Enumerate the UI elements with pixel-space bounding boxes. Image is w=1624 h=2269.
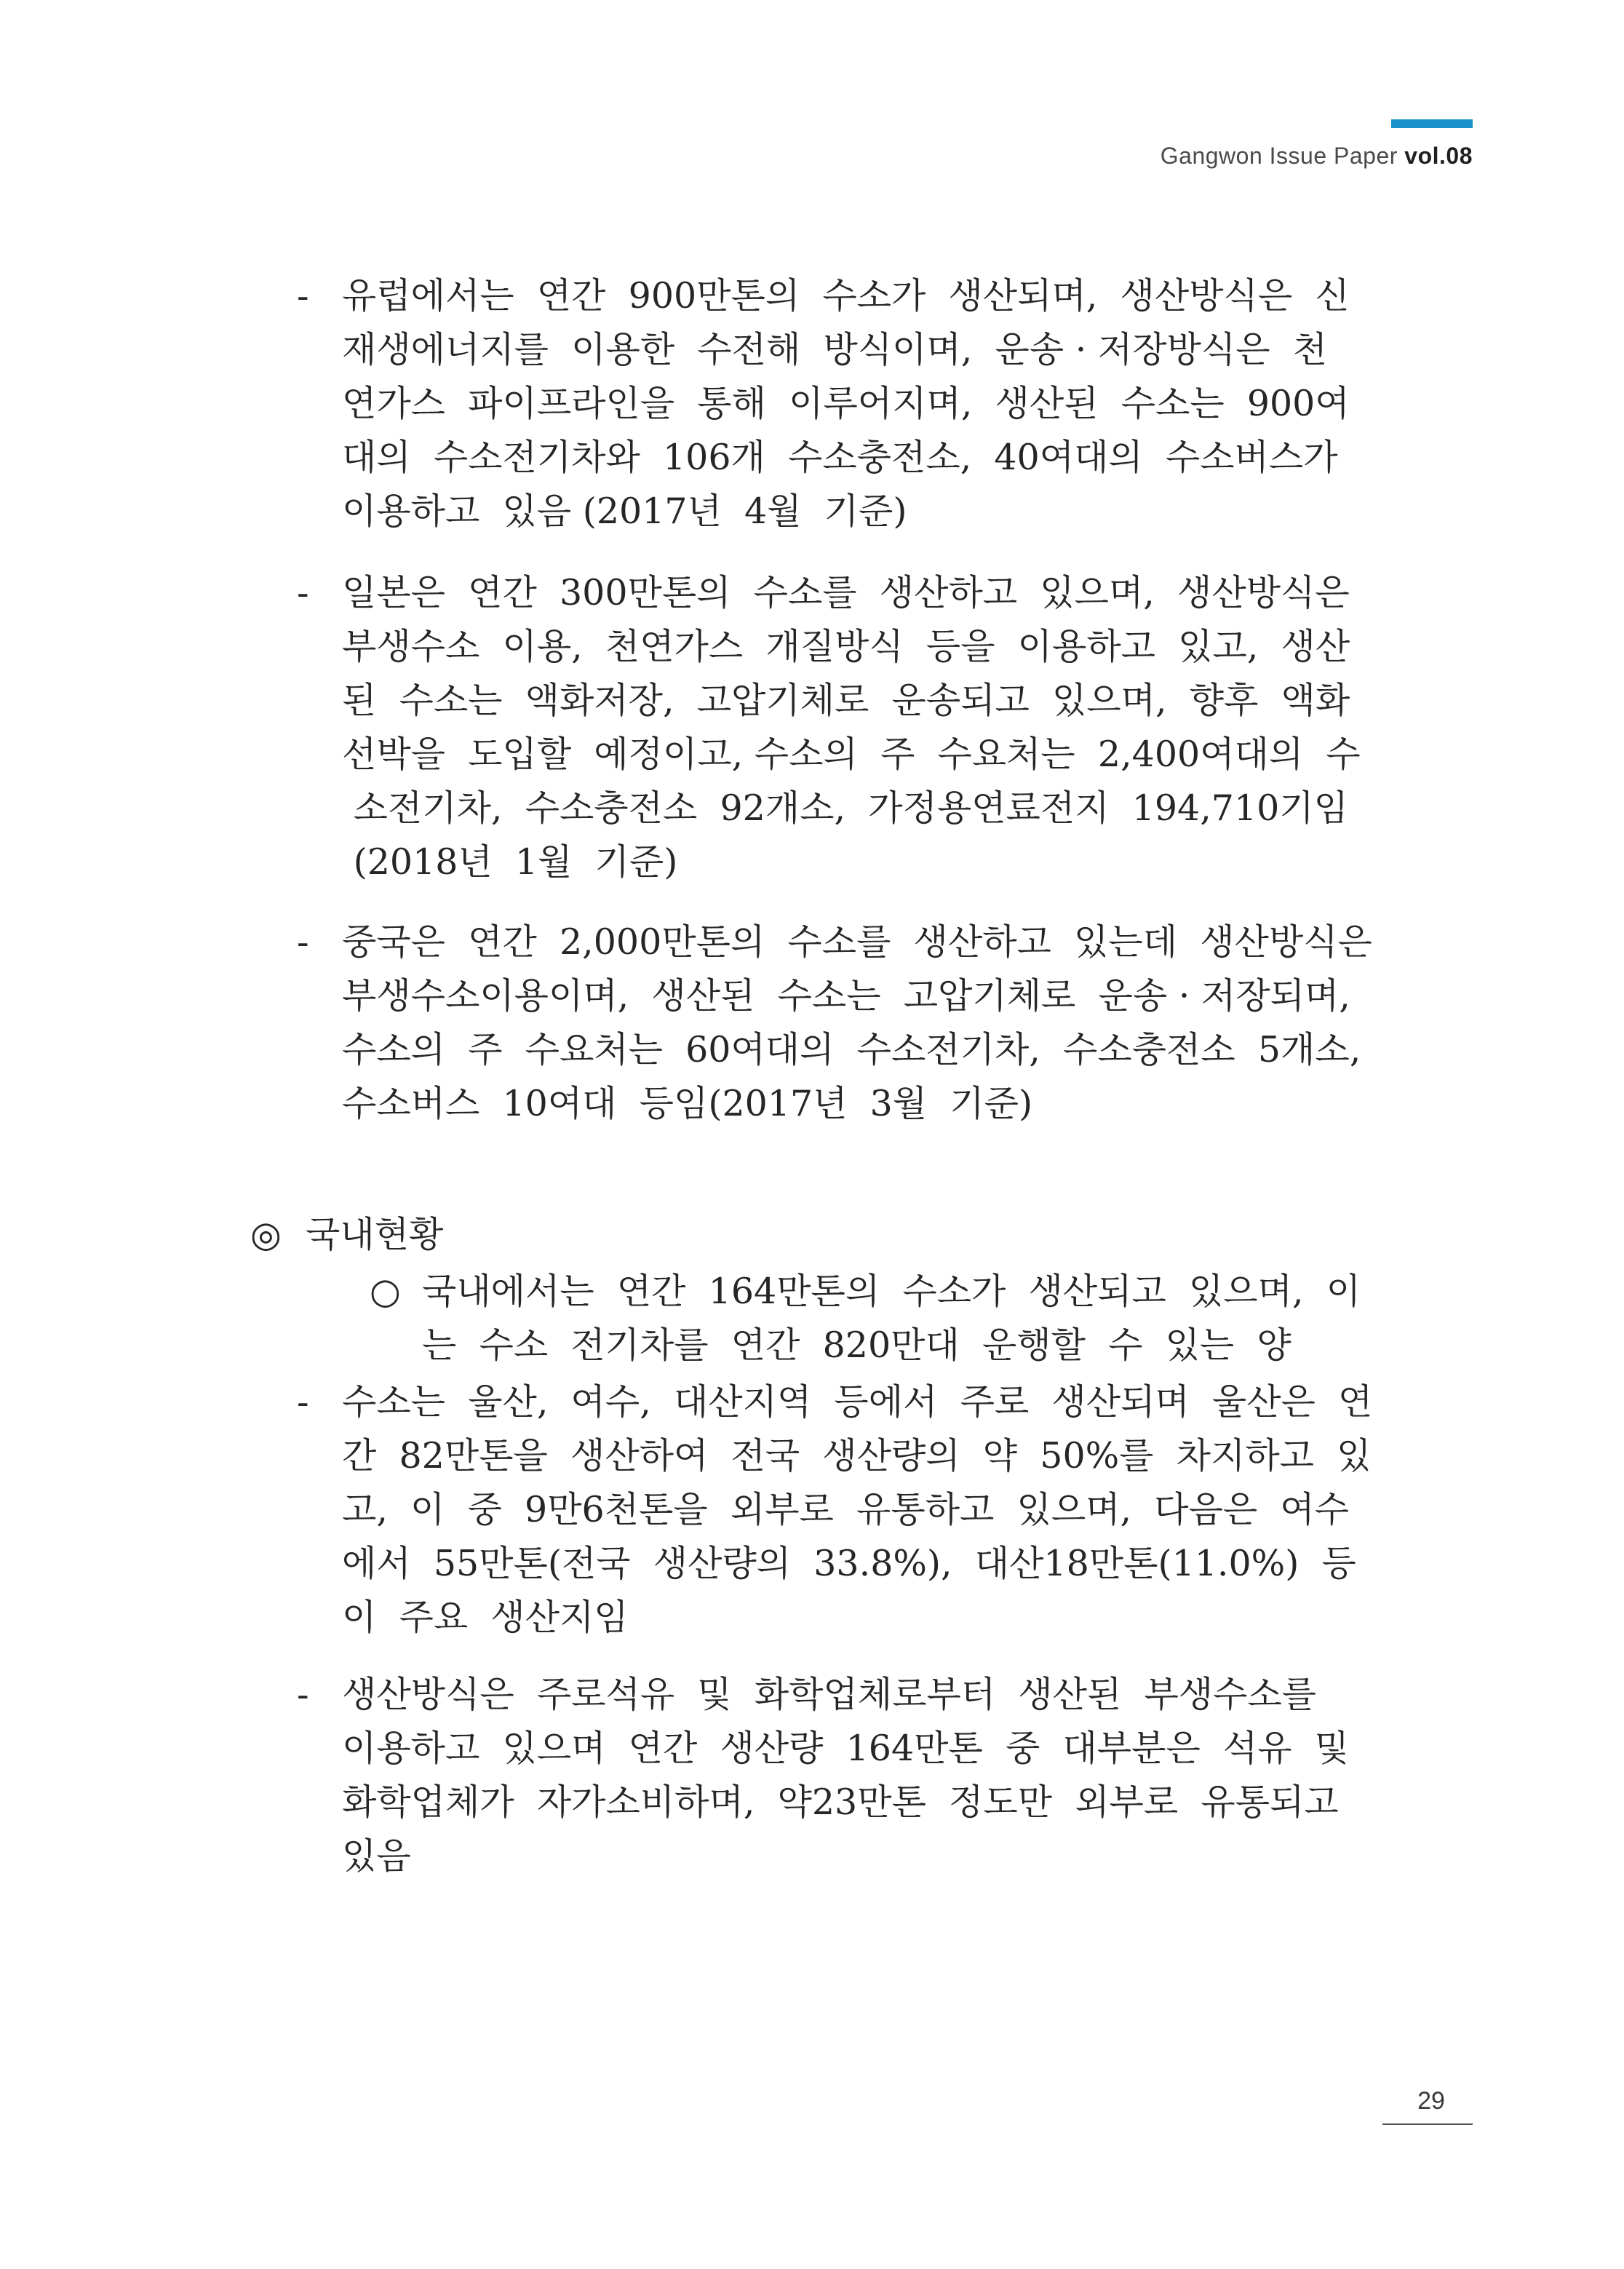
text-line: 생산방식은 주로석유 및 화학업체로부터 생산된 부생수소를 (342, 1674, 1317, 1715)
text-line: 는 수소 전기차를 연간 820만대 운행할 수 있는 양 (422, 1324, 1291, 1366)
list-item-body (342, 1375, 1382, 1645)
text-line: 부생수소 이용, 천연가스 개질방식 등을 이용하고 있고, 생산 (342, 626, 1350, 667)
header-title: Gangwon Issue Paper (1160, 143, 1405, 169)
header-accent-bar (1391, 119, 1473, 128)
text-line: (2018년 1월 기준) (342, 841, 678, 883)
list-dash-marker: - (297, 921, 309, 963)
list-item-body (342, 566, 1382, 889)
list-dash-marker: - (297, 1674, 309, 1715)
page-number-rule (1382, 2123, 1473, 2125)
text-line: 수소버스 10여대 등임(2017년 3월 기준) (342, 1083, 1033, 1124)
text-line: 수소는 울산, 여수, 대산지역 등에서 주로 생산되며 울산은 연 (342, 1381, 1373, 1423)
text-line: 재생에너지를 이용한 수전해 방식이며, 운송 · 저장방식은 천 (342, 329, 1328, 370)
text-line: 고, 이 중 9만6천톤을 외부로 유통하고 있으며, 다음은 여수 (342, 1489, 1350, 1530)
list-item-domestic-method (297, 1668, 1388, 1886)
list-dash-marker: - (297, 275, 309, 317)
text-line: 간 82만톤을 생산하여 전국 생산량의 약 50%를 차지하고 있 (342, 1435, 1372, 1477)
text-line: 이용하고 있으며 연간 생산량 164만톤 중 대부분은 석유 및 (342, 1728, 1350, 1769)
text-line: 연가스 파이프라인을 통해 이루어지며, 생산된 수소는 900여 (342, 383, 1350, 424)
text-line: 국내에서는 연간 164만톤의 수소가 생산되고 있으며, 이 (422, 1271, 1361, 1312)
double-circle-marker: ◎ (250, 1214, 282, 1255)
list-item-body (342, 269, 1382, 539)
text-line: 중국은 연간 2,000만톤의 수소를 생산하고 있는데 생산방식은 (342, 921, 1372, 963)
text-line: 일본은 연간 300만톤의 수소를 생산하고 있으며, 생산방식은 (342, 572, 1350, 613)
list-dash-marker: - (297, 572, 309, 613)
circle-marker: ○ (370, 1271, 401, 1312)
circle-item-body (422, 1265, 1382, 1372)
text-line: 이 주요 생산지임 (342, 1597, 629, 1638)
circle-item-domestic-summary (370, 1265, 1388, 1374)
list-item-japan (297, 566, 1388, 894)
section-heading-domestic (250, 1208, 1269, 1262)
text-line: 부생수소이용이며, 생산된 수소는 고압기체로 운송 · 저장되며, (342, 975, 1350, 1017)
section-title: 국내현황 (306, 1214, 444, 1255)
text-line: 있음 (342, 1835, 411, 1877)
text-line: 선박을 도입할 예정이고, 수소의 주 수요처는 2,400여대의 수 (342, 734, 1361, 775)
text-line: 에서 55만톤(전국 생산량의 33.8%), 대산18만톤(11.0%) 등 (342, 1543, 1356, 1584)
text-line: 화학업체가 자가소비하며, 약23만톤 정도만 외부로 유통되고 (342, 1781, 1339, 1823)
text-line: 소전기차, 수소충전소 92개소, 가정용연료전지 194,710기임 (342, 787, 1348, 829)
text-line: 대의 수소전기차와 106개 수소충전소, 40여대의 수소버스가 (342, 437, 1338, 478)
text-line: 수소의 주 수요처는 60여대의 수소전기차, 수소충전소 5개소, (342, 1029, 1361, 1070)
list-item-body (342, 1668, 1382, 1883)
text-line: 이용하고 있음 (2017년 4월 기준) (342, 490, 907, 532)
text-line: 유럽에서는 연간 900만톤의 수소가 생산되며, 생산방식은 신 (342, 275, 1350, 317)
page-number: 29 (1417, 2087, 1445, 2115)
list-item-china (297, 915, 1388, 1134)
list-item-domestic-regions (297, 1375, 1388, 1646)
list-item-body (342, 915, 1382, 1131)
running-header (1161, 143, 1473, 170)
list-dash-marker: - (297, 1381, 309, 1423)
header-volume: vol.08 (1404, 143, 1473, 169)
list-item-europe (297, 269, 1388, 539)
text-line: 된 수소는 액화저장, 고압기체로 운송되고 있으며, 향후 액화 (342, 680, 1350, 721)
